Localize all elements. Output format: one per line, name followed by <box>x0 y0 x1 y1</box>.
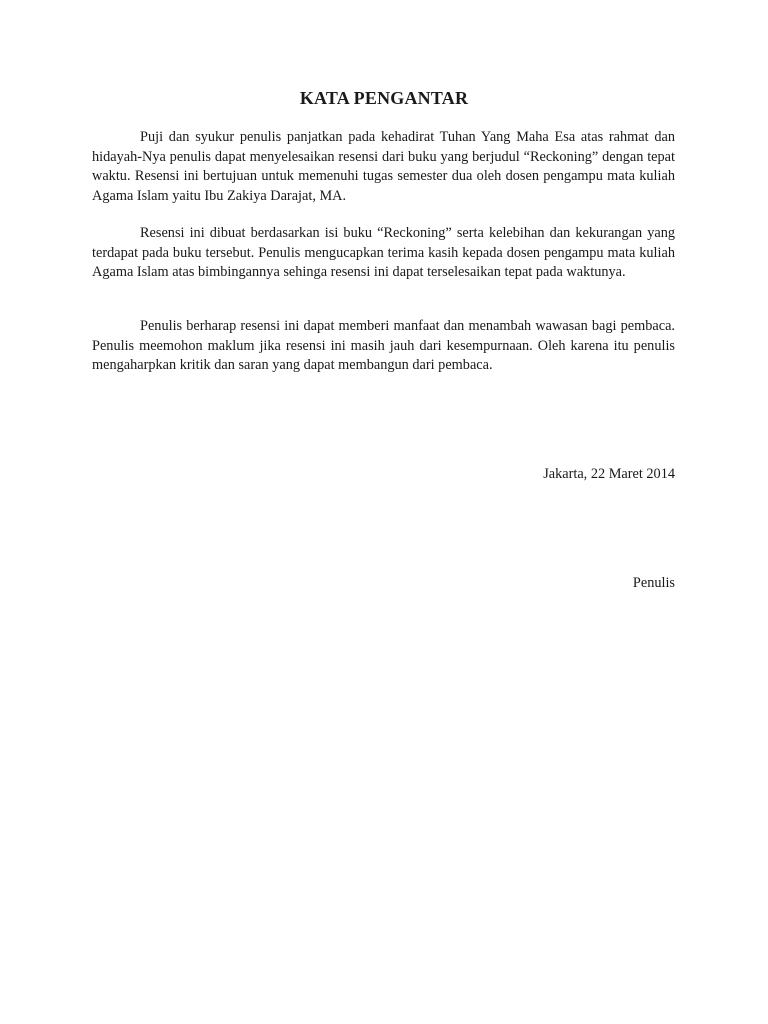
author-signature: Penulis <box>632 575 675 591</box>
place-date: Jakarta, 22 Maret 2014 <box>543 466 675 482</box>
paragraph-1: Puji dan syukur penulis panjatkan pada kehadirat Tuhan Yang Maha Esa atas rahmat dan hidayah-Nya penulis dapat menyelesaikan resensi dari buku yang berjudul “Reckoning” dengan tepat waktu. Resensi ini bertujuan untuk memenuhi tugas semester dua oleh dosen pengampu mata kuliah Agama Islam yaitu Ibu Zakiya Darajat, MA. <box>92 129 675 204</box>
paragraph-2: Resensi ini dibuat berdasarkan isi buku “Reckoning” serta kelebihan dan kekurangan yang terdapat pada buku tersebut. Penulis mengucapkan terima kasih kepada dosen pengampu mata kuliah Agama Islam atas bimbingannya sehinga resensi ini dapat terselesaikan tepat pada waktunya. <box>92 225 675 281</box>
page-title: KATA PENGANTAR <box>299 88 469 108</box>
paragraph-3: Penulis berharap resensi ini dapat memberi manfaat dan menambah wawasan bagi pembaca. Penulis meemohon maklum jika resensi ini masih jauh dari kesempurnaan. Oleh karena itu penulis mengaharpkan kritik dan saran yang dapat membangun dari pembaca. <box>92 318 675 374</box>
